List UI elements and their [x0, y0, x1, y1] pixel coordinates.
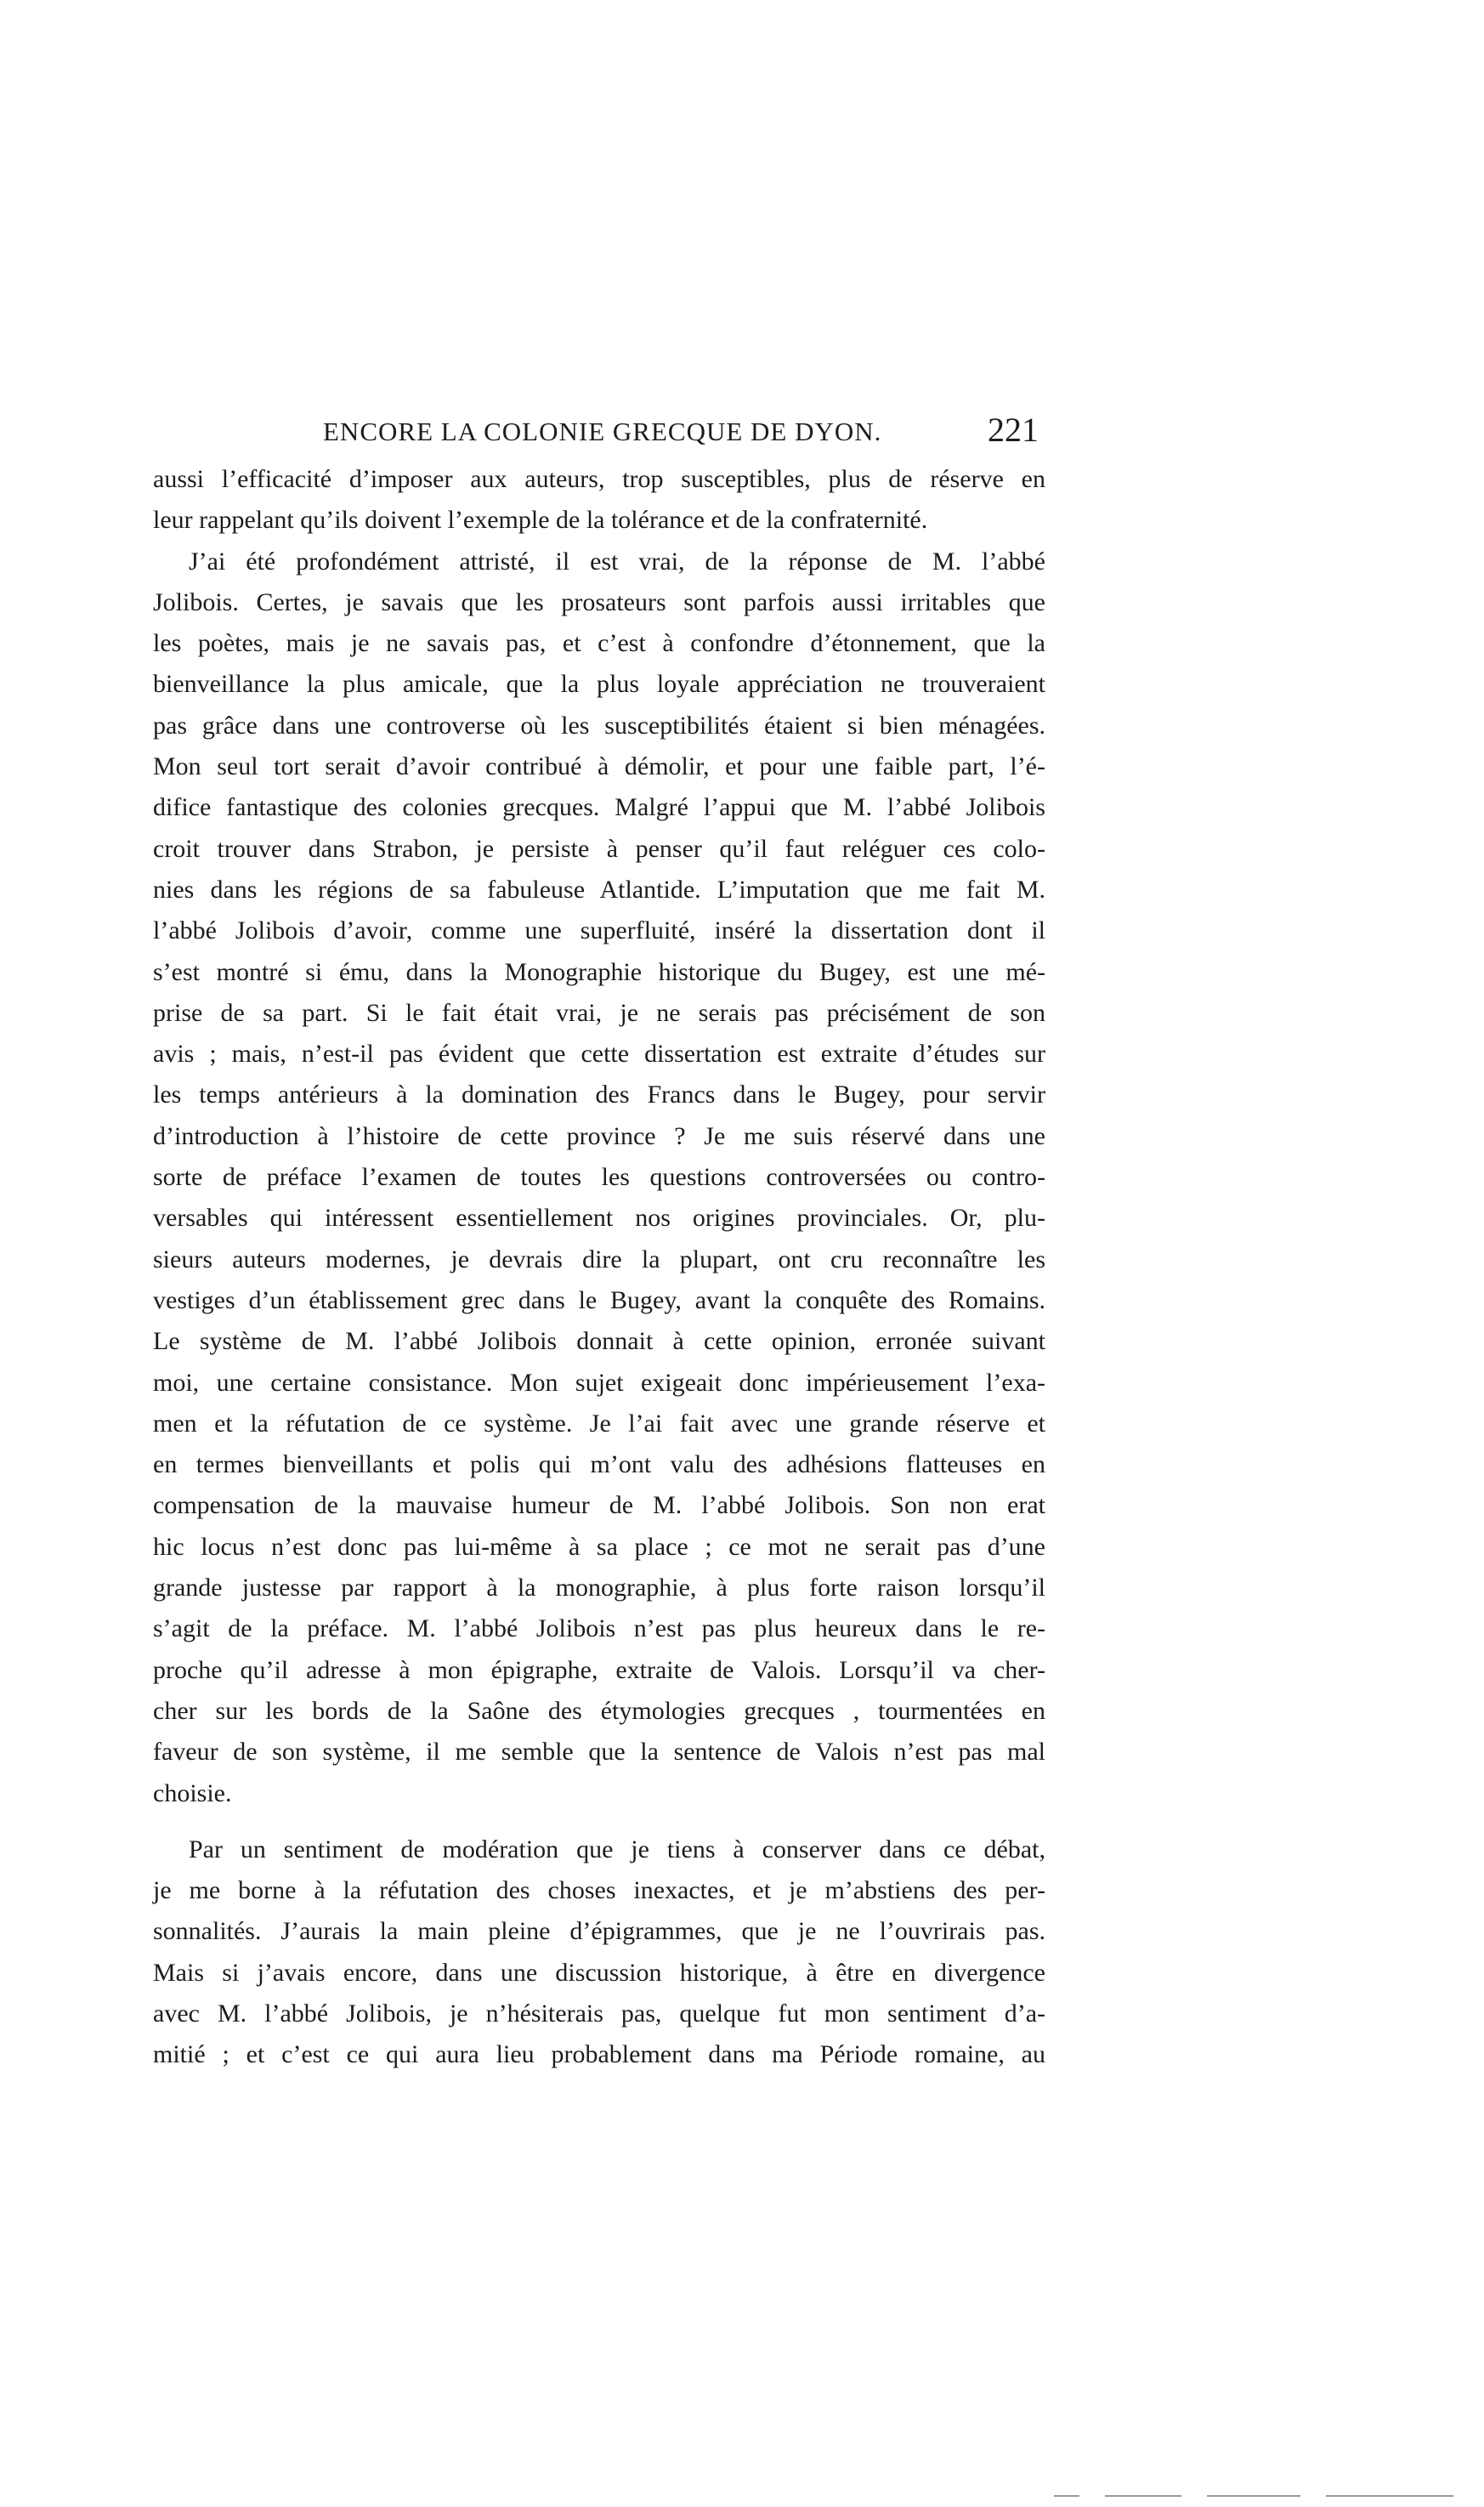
- text-line: aussi l’efficacité d’imposer aux auteurs, trop susceptibles, plus de réserve en: [153, 465, 1045, 493]
- running-title: ENCORE LA COLONIE GRECQUE DE DYON.: [323, 417, 882, 446]
- text-line: Par un sentiment de modération que je tiens à conserver dans ce débat,: [189, 1835, 1045, 1863]
- scan-edge-mark: [1326, 2495, 1453, 2497]
- text-line: s’est montré si ému, dans la Monographie historique du Bugey, est une mé-: [153, 957, 1045, 986]
- text-line: compensation de la mauvaise humeur de M. l’abbé Jolibois. Son non erat: [153, 1491, 1045, 1520]
- text-line: en termes bienveillants et polis qui m’ont valu des adhésions flatteuses en: [153, 1450, 1045, 1479]
- text-line: nies dans les régions de sa fabuleuse Atlantide. L’imputation que me fait M.: [153, 875, 1045, 904]
- text-line: difice fantastique des colonies grecques. Malgré l’appui que M. l’abbé Jolibois: [153, 793, 1045, 822]
- text-line: mitié ; et c’est ce qui aura lieu probablement dans ma Période romaine, au: [153, 2040, 1045, 2069]
- text-line: faveur de son système, il me semble que la sentence de Valois n’est pas mal: [153, 1738, 1045, 1767]
- text-line: men et la réfutation de ce système. Je l’ai fait avec une grande réserve et: [153, 1409, 1045, 1438]
- scan-edge-mark: [1105, 2495, 1181, 2497]
- running-head: [153, 410, 1045, 452]
- text-line: J’ai été profondément attristé, il est vrai, de la réponse de M. l’abbé: [189, 547, 1045, 576]
- text-line: vestiges d’un établissement grec dans le Bugey, avant la conquête des Romains.: [153, 1285, 1045, 1314]
- text-line: Mais si j’avais encore, dans une discussion historique, à être en divergence: [153, 1958, 1045, 1987]
- text-line: avec M. l’abbé Jolibois, je n’hésiterais pas, quelque fut mon sentiment d’a-: [153, 1999, 1045, 2028]
- page-number: 221: [988, 411, 1039, 449]
- text-line: sieurs auteurs modernes, je devrais dire la plupart, ont cru reconnaître les: [153, 1245, 1045, 1273]
- text-line: l’abbé Jolibois d’avoir, comme une superfluité, inséré la dissertation dont il: [153, 916, 1045, 945]
- text-line: avis ; mais, n’est-il pas évident que cette dissertation est extraite d’études sur: [153, 1040, 1045, 1069]
- text-line: proche qu’il adresse à mon épigraphe, extraite de Valois. Lorsqu’il va cher-: [153, 1655, 1045, 1684]
- text-line: pas grâce dans une controverse où les susceptibilités étaient si bien ménagées.: [153, 711, 1045, 740]
- paragraph-gap: [153, 1814, 1045, 1829]
- scan-edge-mark: [1054, 2495, 1079, 2497]
- text-line: Mon seul tort serait d’avoir contribué à démolir, et pour une faible part, l’é-: [153, 752, 1045, 781]
- body-text: [153, 459, 1045, 2076]
- text-line: Jolibois. Certes, je savais que les prosateurs sont parfois aussi irritables que: [153, 587, 1045, 616]
- text-line: grande justesse par rapport à la monographie, à plus forte raison lorsqu’il: [153, 1574, 1045, 1602]
- text-line: s’agit de la préface. M. l’abbé Jolibois n’est pas plus heureux dans le re-: [153, 1614, 1045, 1643]
- text-line: hic locus n’est donc pas lui-même à sa place ; ce mot ne serait pas d’une: [153, 1532, 1045, 1561]
- text-line: je me borne à la réfutation des choses inexactes, et je m’abstiens des per-: [153, 1876, 1045, 1905]
- text-line: les temps antérieurs à la domination des Francs dans le Bugey, pour servir: [153, 1081, 1045, 1109]
- text-line: les poètes, mais je ne savais pas, et c’est à confondre d’étonnement, que la: [153, 629, 1045, 658]
- text-line: sorte de préface l’examen de toutes les questions controversées ou contro-: [153, 1163, 1045, 1192]
- scan-edge-mark: [1207, 2495, 1300, 2497]
- text-line: croit trouver dans Strabon, je persiste à penser qu’il faut reléguer ces colo-: [153, 834, 1045, 863]
- text-line: bienveillance la plus amicale, que la plus loyale appréciation ne trouveraient: [153, 670, 1045, 699]
- text-line: choisie.: [153, 1778, 232, 1807]
- text-line: versables qui intéressent essentiellement nos origines provinciales. Or, plu-: [153, 1204, 1045, 1233]
- text-line: Le système de M. l’abbé Jolibois donnait à cette opinion, erronée suivant: [153, 1327, 1045, 1356]
- text-line: sonnalités. J’aurais la main pleine d’épigrammes, que je ne l’ouvrirais pas.: [153, 1917, 1045, 1946]
- text-line: moi, une certaine consistance. Mon sujet exigeait donc impérieusement l’exa-: [153, 1368, 1045, 1397]
- text-line: d’introduction à l’histoire de cette province ? Je me suis réservé dans une: [153, 1121, 1045, 1150]
- text-line: prise de sa part. Si le fait était vrai, je ne serais pas précisément de son: [153, 998, 1045, 1027]
- text-line: leur rappelant qu’ils doivent l’exemple de la tolérance et de la confraternité.: [153, 506, 928, 535]
- text-line: cher sur les bords de la Saône des étymologies grecques , tourmentées en: [153, 1696, 1045, 1725]
